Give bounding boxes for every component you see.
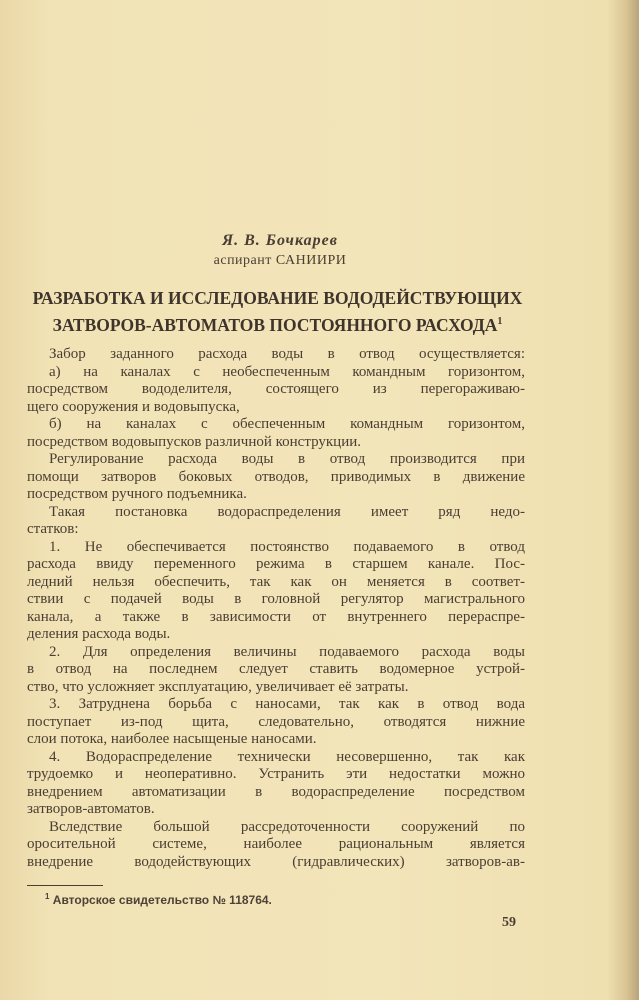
text-line: 1. Не обеспечивается постоянство подаваемого в отвод [49,538,525,555]
text-line: слои потока, наиболее насыщеные наносами. [27,731,317,747]
text-line: помощи затворов боковых отводов, приводимых в движение [27,468,525,485]
text-line: Вследствие большой рассредоточенности сооружений по [49,818,525,835]
text-line: статков: [27,521,79,537]
text-line: Регулирование расхода воды в отвод производится при [49,451,525,467]
text-line: внедрение вододействующих (гидравлических) затворов-ав- [27,853,525,870]
article-title [20,287,535,337]
text-line: а) на каналах с необеспеченным командным горизонтом, [49,363,525,380]
text-line: расхода ввиду переменного режима в старшем канале. Пос- [27,556,525,572]
text-line: в отвод на последнем следует ставить водомерное устрой- [27,661,525,677]
title-footnote-mark: 1 [497,316,503,327]
text-line: канала, а также в зависимости от внутреннего перераспре- [27,608,525,625]
text-line: щего сооружения и водовыпуска, [27,398,240,415]
text-line: ство, что усложняет эксплуатацию, увеличивает её затраты. [27,678,409,695]
title-line-1: РАЗРАБОТКА И ИССЛЕДОВАНИЕ ВОДОДЕЙСТВУЮЩИХ [32,288,523,308]
text-line: ствии с подачей воды в головной регулятор магистрального [27,591,525,607]
text-line: посредством ручного подъемника. [27,486,247,502]
text-line: трудоемко и неоперативно. Устранить эти недостатки можно [27,766,525,782]
text-line: б) на каналах с обеспеченным командным горизонтом, [49,416,525,432]
article-body [27,346,525,871]
title-line-2 [20,310,535,337]
text-line: Забор заданного расхода воды в отвод осуществляется: [49,346,525,362]
text-line: ледний нельзя обеспечить, так как он меняется в соответ- [27,573,525,590]
footnote-divider [27,885,103,886]
author-name: Я. В. Бочкарев [222,232,338,249]
text-line: 4. Водораспределение технически несовершенно, так как [49,748,525,765]
text-line: 2. Для определения величины подаваемого расхода воды [49,643,525,660]
footnote-text: Авторское свидетельство № 118764. [52,893,272,907]
page-number: 59 [502,915,516,930]
footnote-mark: 1 [45,892,50,901]
footnote [45,892,272,907]
text-line: посредством водовыпусков различной конструкции. [27,433,361,450]
text-line: деления расхода воды. [27,626,171,642]
author-affiliation: аспирант САНИИРИ [213,253,347,268]
title-line-2-text: ЗАТВОРОВ-АВТОМАТОВ ПОСТОЯННОГО РАСХОДА [52,314,498,335]
text-line: посредством вододелителя, состоящего из перегораживаю- [27,381,525,397]
text-line: затворов-автоматов. [27,801,155,817]
text-line: поступает из-под щита, следовательно, отводятся нижние [27,713,525,730]
text-line: внедрением автоматизации в водораспределение посредством [27,783,525,800]
text-line: 3. Затруднена борьба с наносами, так как в отвод вода [49,696,525,712]
text-line: Такая постановка водораспределения имеет ряд недо- [49,503,525,520]
text-line: оросительной системе, наиболее рациональным является [27,836,525,852]
